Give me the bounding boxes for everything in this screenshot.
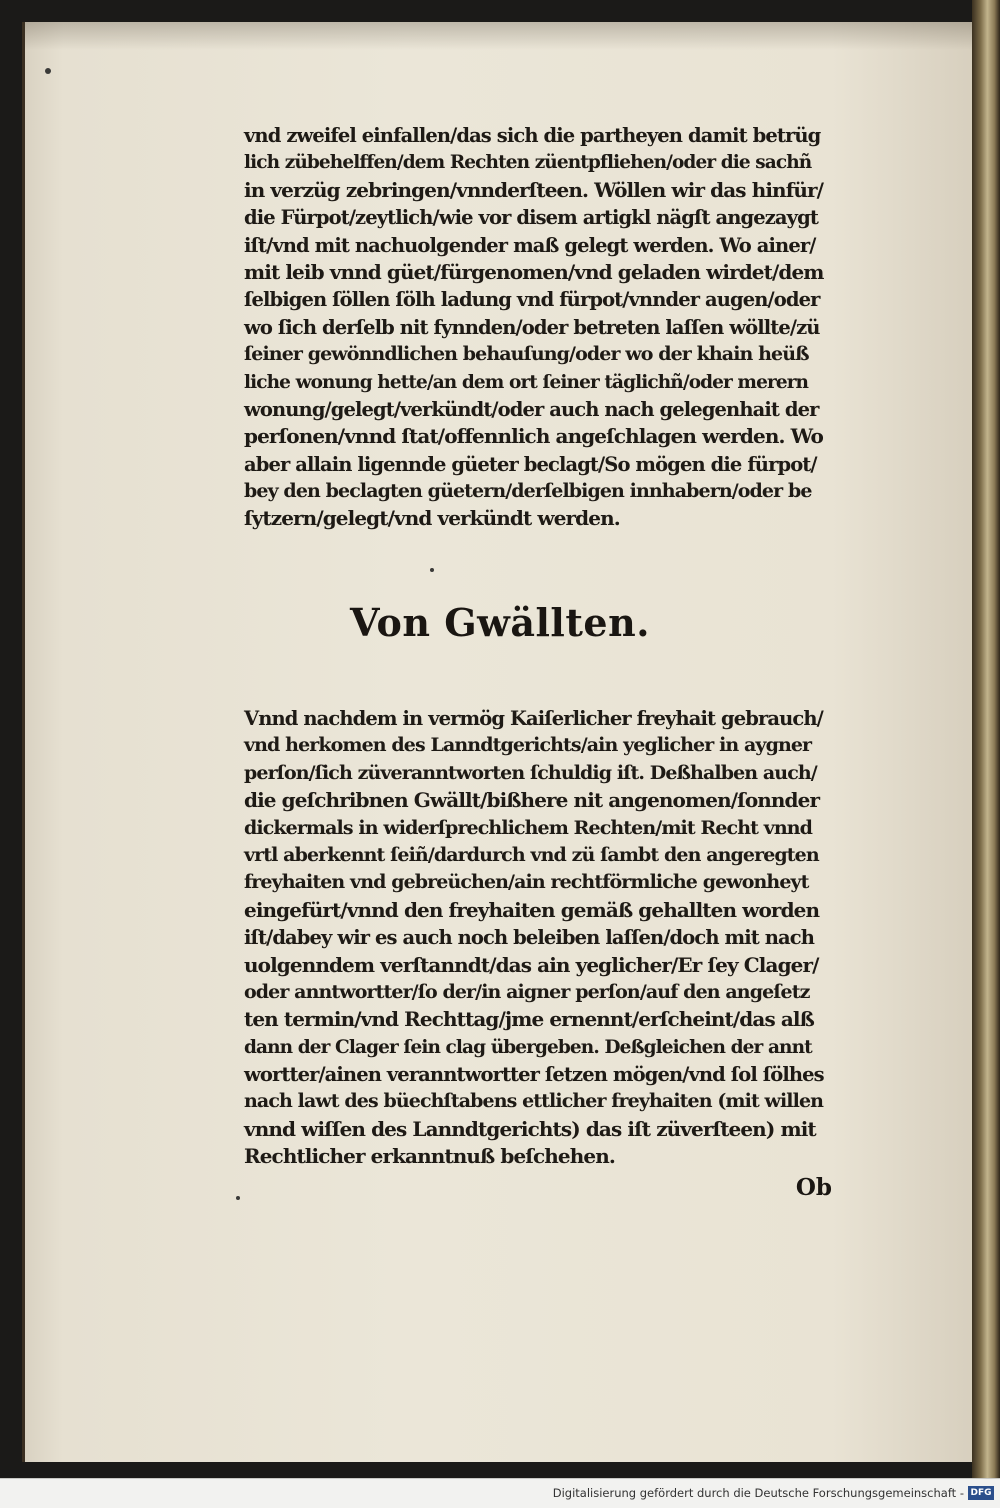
ink-speck: [236, 1196, 240, 1200]
text-line: perſonen/vnnd ſtat/offennlich angeſchlagen werden. Wo: [244, 424, 823, 449]
text-line: nach lawt des büechſtabens ettlicher freyhaiten (mit willen: [244, 1090, 824, 1113]
ink-speck: [430, 568, 434, 572]
text-line: vnd zweifel einfallen/das sich die partheyen damit betrüg: [244, 124, 821, 147]
text-line: oder anntwortter/ſo der/in aigner perſon/auf den angeſetz: [244, 980, 810, 1003]
paragraph-summons: [244, 122, 824, 533]
text-line: ſytzern/gelegt/vnd verkündt werden.: [244, 506, 620, 531]
text-line: vnd herkomen des Lanndtgerichts/ain yeglicher in aygner: [244, 734, 812, 757]
text-line: ſelbigen ſöllen ſölh ladung vnd fürpot/vnnder augen/oder: [244, 288, 820, 312]
text-line: uolgenndem verſtanndt/das ain yeglicher/Er ſey Clager/: [244, 952, 819, 977]
text-line: wortter/ainen veranntwortter ſetzen mögen/vnd ſol ſölhes: [244, 1063, 824, 1087]
text-line: iſt/vnd mit nachuolgender maß gelegt werden. Wo ainer/: [244, 233, 816, 257]
ink-speck: [45, 68, 51, 74]
text-line: die geſchribnen Gwällt/bißhere nit angenomen/ſonnder: [244, 788, 820, 813]
page-top-shadow: [22, 22, 972, 50]
text-line: mit leib vnnd güet/fürgenomen/vnd geladen wirdet/dem: [244, 259, 824, 284]
text-line: vnnd wiſſen des Lanndtgerichts) das iſt züverſteen) mit: [244, 1116, 816, 1141]
text-line: eingefürt/vnnd den freyhaiten gemäß gehallten worden: [244, 897, 820, 922]
section-heading: Von Gwällten.: [350, 600, 650, 645]
text-line: dann der Clager ſein clag übergeben. Deßgleichen der annt: [244, 1036, 812, 1058]
text-line: vrtl aberkennt ſeiñ/dardurch vnd zü ſambt den angeregten: [244, 843, 819, 866]
text-line: wo ſich derſelb nit fynnden/oder betreten laſſen wöllte/zü: [244, 315, 820, 339]
dfg-logo-icon: DFG: [968, 1486, 994, 1500]
text-line: freyhaiten vnd gebreüchen/ain rechtförmliche gewonheyt: [244, 871, 809, 894]
digitization-footer: [0, 1478, 1000, 1508]
text-line: ſeiner gewönndlichen behauſung/oder wo der khain heüß: [244, 343, 809, 366]
text-line: die Fürpot/zeytlich/wie vor disem artigkl nägſt angezaygt: [244, 206, 818, 230]
text-line: in verzüg zebringen/vnnderſteen. Wöllen wir das hinfür/: [244, 177, 824, 202]
book-spine: [972, 0, 1000, 1478]
text-line: wonung/gelegt/verkündt/oder auch nach gelegenhait der: [244, 397, 819, 421]
paragraph-power-of-attorney: [244, 705, 824, 1171]
text-line: dickermals in widerſprechlichem Rechten/mit Recht vnnd: [244, 816, 813, 839]
text-line: Vnnd nachdem in vermög Kaiſerlicher freyhait gebrauch/: [244, 707, 823, 730]
text-line: perſon/ſich züveranntworten ſchuldig iſt. Deßhalben auch/: [244, 761, 817, 784]
text-line: ten termin/vnd Rechttag/jme ernennt/erſcheint/das alß: [244, 1007, 814, 1032]
text-line: bey den beclagten güetern/derſelbigen innhabern/oder be: [244, 480, 812, 503]
text-line: iſt/dabey wir es auch noch beleiben laſſen/doch mit nach: [244, 926, 815, 950]
catchword: Ob: [795, 1174, 832, 1201]
text-line: Rechtlicher erkanntnuß beſchehen.: [244, 1144, 615, 1169]
text-line: liche wonung hette/an dem ort ſeiner täglichñ/oder merern: [244, 371, 809, 393]
text-line: aber allain ligennde güeter beclagt/So mögen die fürpot/: [244, 452, 817, 476]
text-line: lich zübehelffen/dem Rechten züentpfliehen/oder die sachñ: [244, 152, 812, 174]
footer-credit: Digitalisierung gefördert durch die Deutsche Forschungsgemeinschaft -: [552, 1486, 964, 1500]
